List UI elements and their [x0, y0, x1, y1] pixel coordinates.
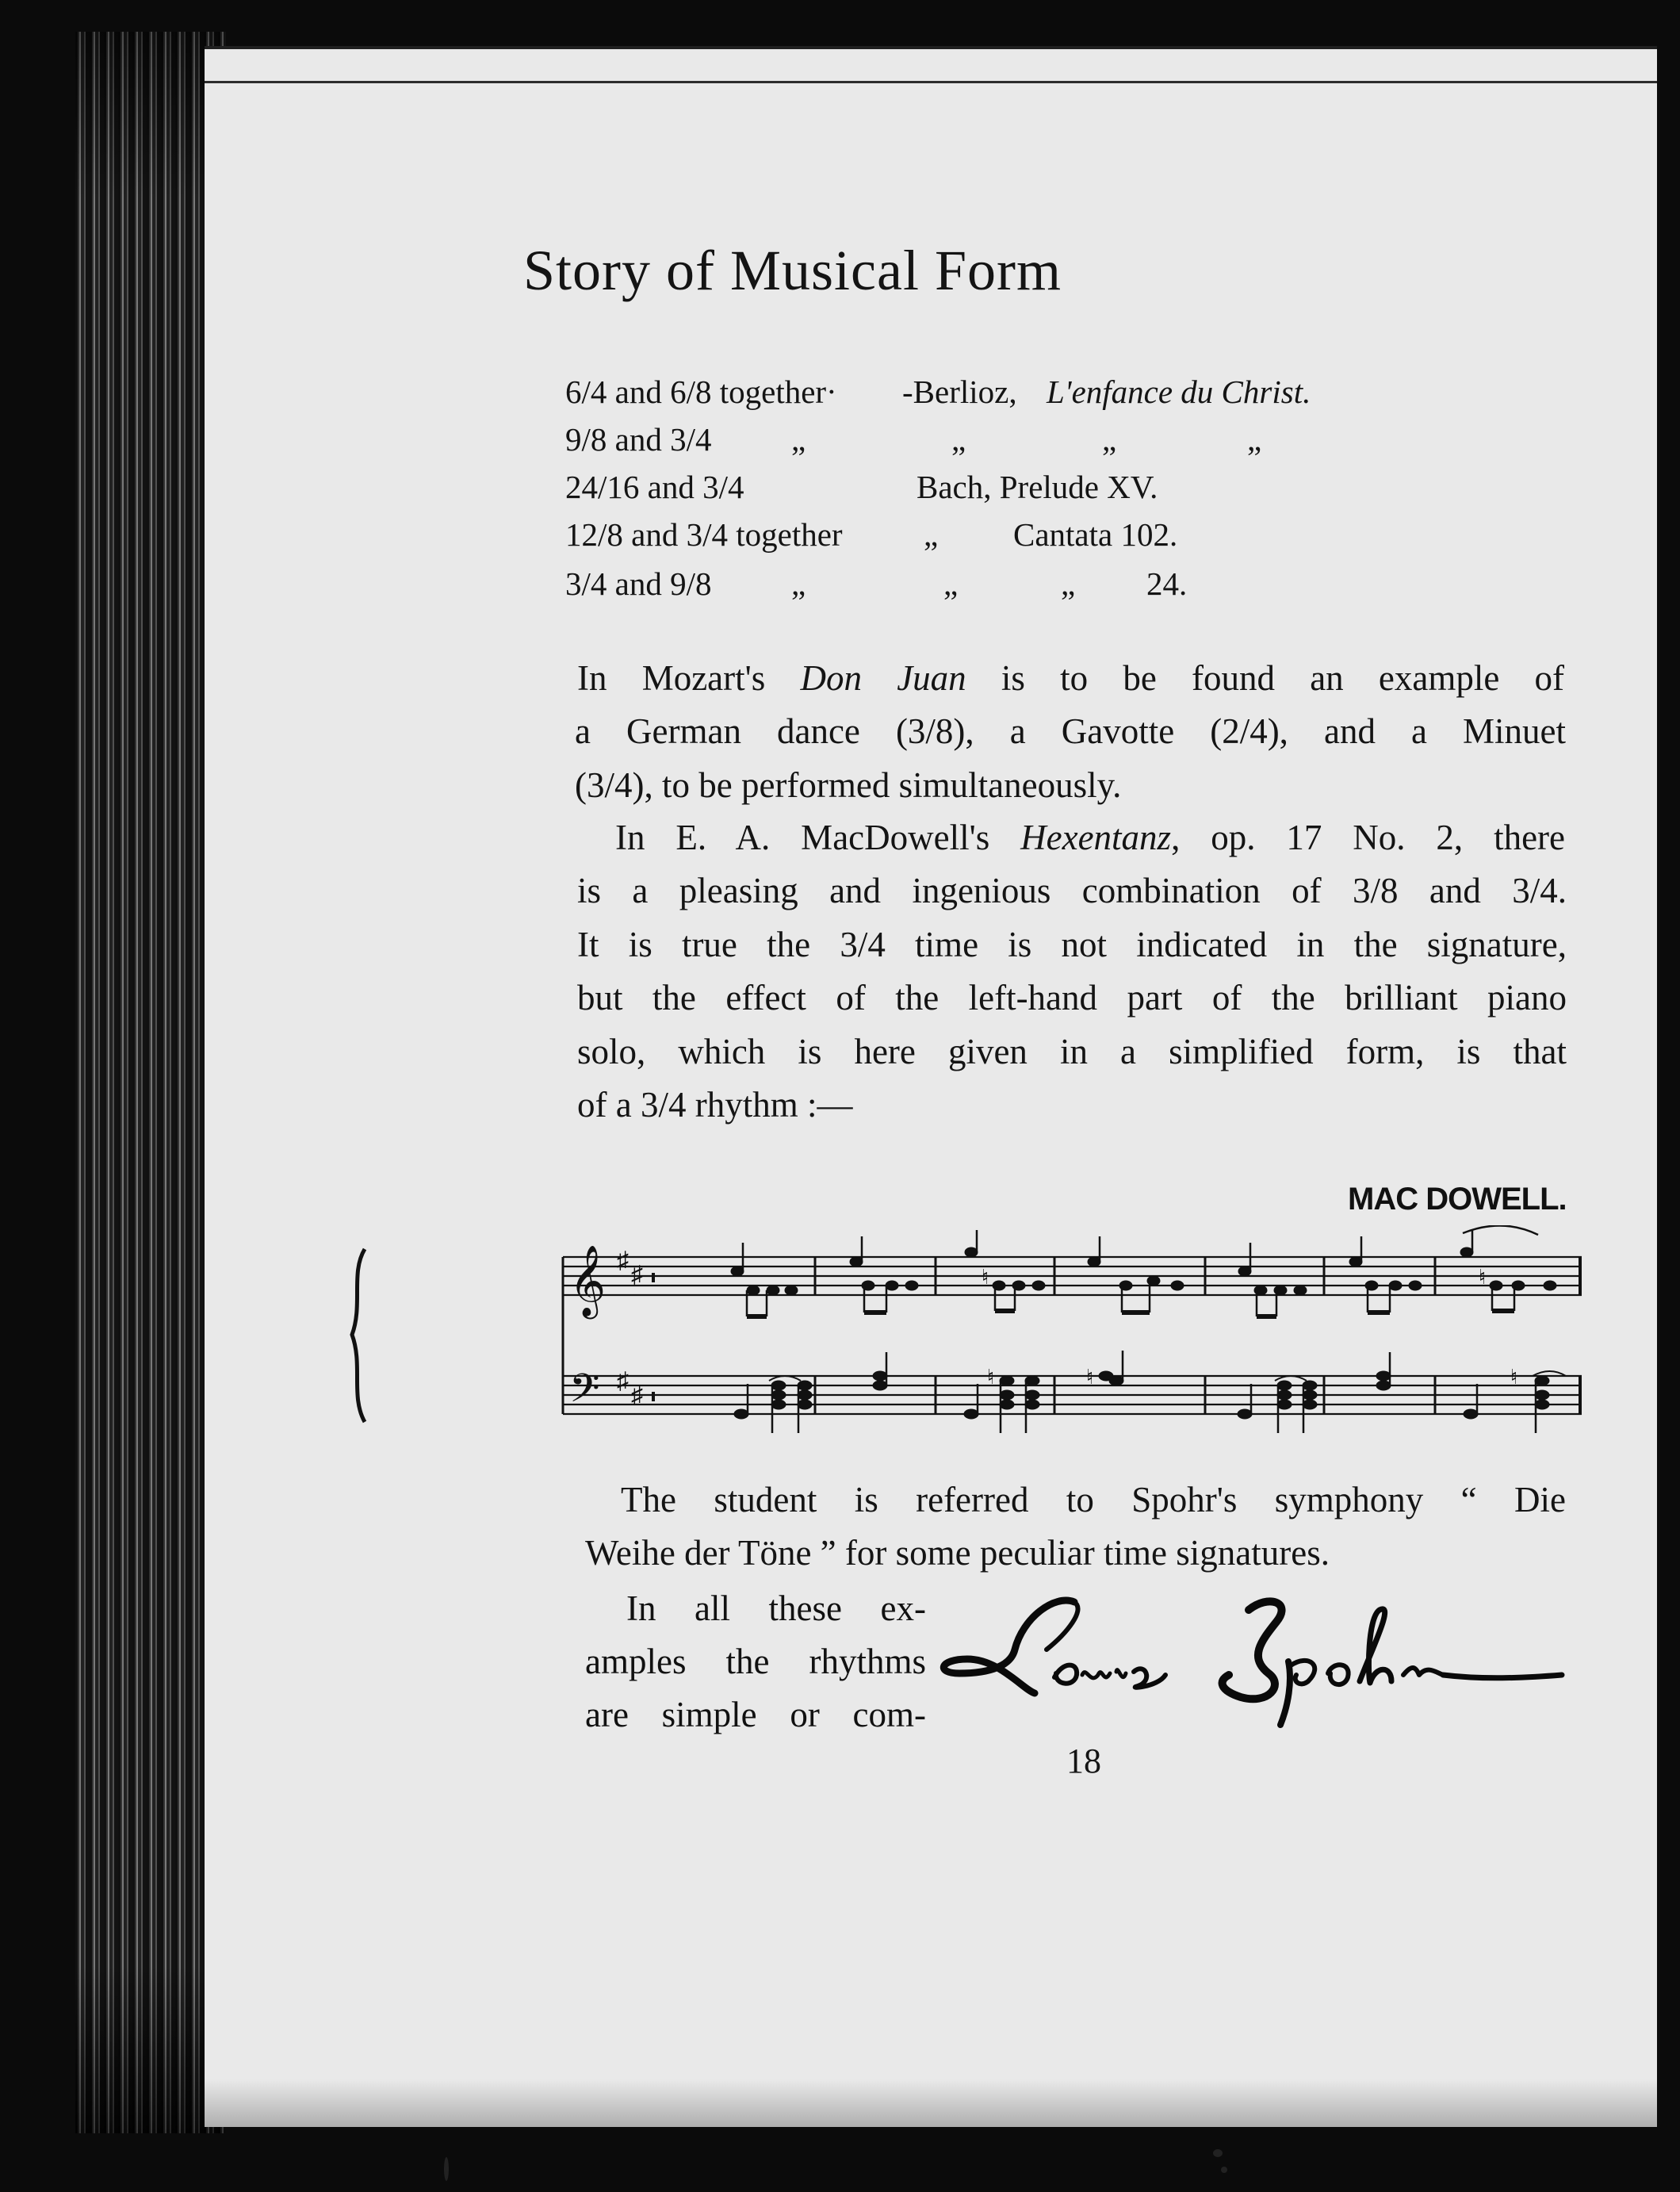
text-line: are simple or com-: [585, 1695, 926, 1734]
work-cell: L'enfance du Christ.: [1047, 374, 1311, 410]
page-number: 18: [1066, 1742, 1101, 1780]
paragraph-examples: [626, 1582, 926, 1635]
composer-cell: Cantata 102.: [1013, 516, 1178, 553]
text-line: but the effect of the left-hand part of the brilliant piano: [577, 978, 1567, 1017]
treble-clef: 𝄞: [569, 1245, 607, 1316]
text-line: is a pleasing and ingenious combination of 3/8 and 3/4.: [577, 871, 1567, 910]
music-score: [349, 1225, 1594, 1439]
text-line: amples the rhythms: [585, 1642, 926, 1681]
svg-text:♮: ♮: [1086, 1366, 1094, 1389]
paragraph-mozart-cont: [575, 705, 1566, 812]
text-line: a German dance (3/8), a Gavotte (2/4), and a Minuet: [575, 711, 1566, 751]
signature-louis-spohr: [936, 1586, 1570, 1737]
bass-clef: 𝄢: [569, 1366, 600, 1421]
time-signature-cell: 6/4 and 6/8 together·: [565, 374, 837, 410]
sharp-sign: ♯: [631, 1262, 643, 1288]
text-line: The student is referred to Spohr's symphony “ Die: [621, 1480, 1566, 1519]
ditto-mark: 24.: [1146, 565, 1188, 602]
sharp-sign: ♯: [617, 1247, 629, 1274]
paragraph-spohr: [621, 1473, 1566, 1527]
ditto-mark: „: [951, 421, 966, 458]
page-top-rule: [205, 81, 1657, 83]
text-line: Weihe der Töne ” for some peculiar time signatures.: [585, 1533, 1330, 1573]
ditto-mark: „: [924, 516, 939, 553]
bass-notes: [734, 1351, 1566, 1433]
ditto-mark: „: [1247, 421, 1262, 458]
svg-text:♮: ♮: [1510, 1366, 1518, 1389]
sharp-sign: ♯: [617, 1368, 629, 1394]
italic-title: Don Juan: [800, 658, 966, 698]
treble-staff: [563, 1257, 1582, 1295]
barlines: [815, 1257, 1580, 1414]
composer-cell: -Berlioz,: [902, 374, 1017, 410]
music-example-composer: MAC DOWELL.: [1348, 1182, 1567, 1217]
bass-staff: [563, 1376, 1582, 1414]
book-page-edges: [75, 32, 226, 2133]
paragraph-macdowell: [615, 811, 1565, 865]
page-bottom-shadow: [205, 2079, 1657, 2127]
text-line: [615, 811, 1565, 865]
paragraph-macdowell-cont: [577, 864, 1567, 1132]
text-run: In Mozart's: [577, 658, 801, 698]
paragraph-examples-cont: [585, 1635, 926, 1742]
text-line: [577, 652, 1564, 706]
text-line: It is true the 3/4 time is not indicated in the signature,: [577, 924, 1567, 964]
time-signature-cell: 12/8 and 3/4 together: [565, 516, 843, 553]
ditto-mark: „: [1102, 421, 1117, 458]
brace: [352, 1249, 365, 1422]
ditto-mark: „: [943, 565, 959, 602]
text-line: In all these ex-: [626, 1588, 926, 1628]
svg-text:♮: ♮: [1479, 1266, 1487, 1289]
composer-cell: Bach, Prelude XV.: [917, 469, 1158, 505]
italic-title: Hexentanz: [1020, 818, 1172, 857]
time-signature-cell: 9/8 and 3/4: [565, 421, 712, 458]
page-title: Story of Musical Form: [523, 239, 1062, 302]
text-run: is to be found an example of: [966, 658, 1564, 698]
sharp-sign: ♯: [631, 1382, 643, 1408]
paragraph-mozart: [577, 652, 1564, 706]
ditto-mark: „: [791, 565, 806, 602]
text-run: In E. A. MacDowell's: [615, 818, 1021, 857]
ditto-mark: „: [791, 421, 806, 458]
text-line: (3/4), to be performed simultaneously.: [575, 765, 1122, 805]
text-line: of a 3/4 rhythm :—: [577, 1085, 853, 1125]
svg-text:♮: ♮: [982, 1266, 989, 1289]
time-signature-cell: 3/4 and 9/8: [565, 565, 712, 602]
time-signature-cell: 24/16 and 3/4: [565, 469, 744, 505]
text-line: solo, which is here given in a simplified form, is that: [577, 1031, 1567, 1071]
treble-notes: [731, 1225, 1556, 1316]
svg-text:♮: ♮: [987, 1366, 995, 1389]
ditto-mark: „: [1061, 565, 1076, 602]
paragraph-spohr-cont: [585, 1527, 1517, 1580]
text-run: , op. 17 No. 2, there: [1171, 818, 1565, 857]
